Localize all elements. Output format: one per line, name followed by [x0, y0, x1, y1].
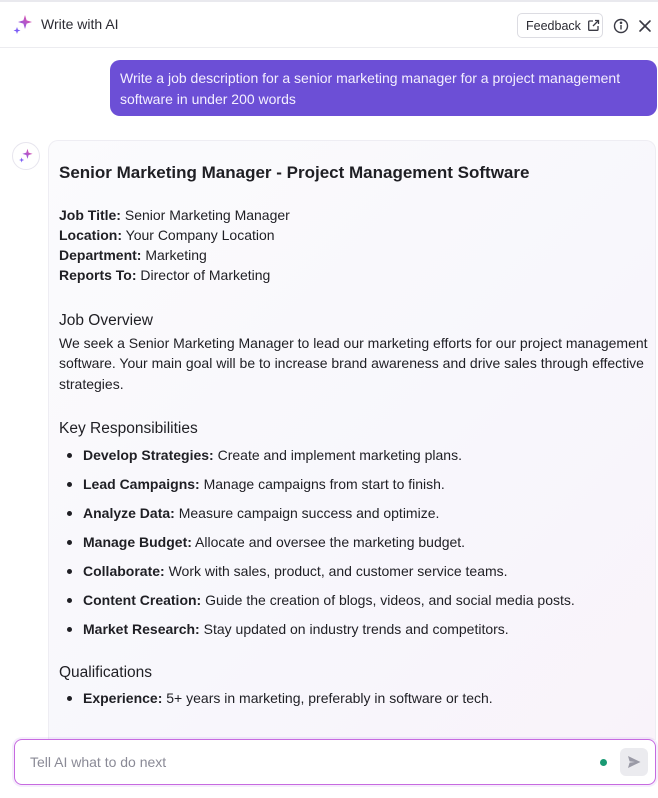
ai-avatar — [12, 142, 40, 170]
meta-job-title — [59, 205, 649, 225]
response-heading: Senior Marketing Manager - Project Management Software — [59, 163, 530, 182]
meta-value: Marketing — [145, 247, 207, 263]
meta-department — [59, 245, 649, 265]
ai-response-content — [59, 162, 649, 717]
sparkle-logo-icon — [12, 14, 34, 36]
section-title-key-responsibilities: Key Responsibilities — [59, 419, 198, 437]
item-label: Manage Budget: — [83, 533, 192, 550]
list-item — [59, 445, 649, 465]
item-text: 5+ years in marketing, preferably in software or tech. — [166, 689, 493, 706]
item-text: Measure campaign success and optimize. — [178, 504, 440, 521]
sparkle-icon — [18, 148, 34, 164]
meta-reports-to — [59, 265, 649, 285]
item-label: Experience: — [83, 689, 163, 706]
panel-header — [0, 2, 658, 48]
item-text: Allocate and oversee the marketing budget. — [195, 533, 466, 550]
job-overview-text: We seek a Senior Marketing Manager to lead our marketing efforts for our project management software. Your main goal will be to increase brand awareness and drive sales through effective strategies. — [59, 335, 648, 392]
list-item — [59, 532, 649, 552]
external-link-icon — [587, 19, 600, 32]
item-label: Analyze Data: — [83, 504, 175, 521]
user-message-bubble: Write a job description for a senior marketing manager for a project management software in under 200 words — [110, 60, 657, 116]
feedback-label: Feedback — [526, 18, 581, 33]
list-item — [59, 590, 649, 610]
close-icon[interactable] — [638, 19, 652, 33]
feedback-button[interactable] — [517, 13, 603, 38]
list-item — [59, 474, 649, 494]
info-icon[interactable] — [613, 18, 629, 34]
list-item — [59, 688, 649, 708]
status-dot — [600, 759, 607, 766]
prompt-input[interactable] — [30, 752, 590, 772]
responsibilities-list — [59, 445, 649, 639]
meta-label: Department: — [59, 247, 142, 263]
item-text: Work with sales, product, and customer service teams. — [168, 562, 508, 579]
list-item — [59, 619, 649, 639]
meta-label: Job Title: — [59, 207, 121, 223]
meta-value: Senior Marketing Manager — [124, 207, 290, 223]
item-label: Market Research: — [83, 620, 200, 637]
item-text: Create and implement marketing plans. — [217, 446, 462, 463]
meta-label: Location: — [59, 227, 122, 243]
qualifications-list — [59, 688, 649, 708]
panel-title: Write with AI — [41, 16, 119, 32]
list-item — [59, 561, 649, 581]
job-meta — [59, 205, 649, 285]
send-button[interactable] — [620, 748, 648, 776]
meta-label: Reports To: — [59, 267, 137, 283]
list-item — [59, 503, 649, 523]
section-title-qualifications: Qualifications — [59, 663, 153, 681]
ai-response-card — [48, 140, 656, 740]
item-text: Stay updated on industry trends and competitors. — [203, 620, 509, 637]
item-label: Lead Campaigns: — [83, 475, 200, 492]
meta-value: Director of Marketing — [140, 267, 271, 283]
item-label: Content Creation: — [83, 591, 202, 608]
item-text: Guide the creation of blogs, videos, and social media posts. — [205, 591, 575, 608]
item-label: Develop Strategies: — [83, 446, 214, 463]
send-icon — [626, 754, 642, 770]
meta-location — [59, 225, 649, 245]
section-title-job-overview: Job Overview — [59, 312, 153, 329]
item-label: Collaborate: — [83, 562, 165, 579]
item-text: Manage campaigns from start to finish. — [203, 475, 445, 492]
meta-value: Your Company Location — [125, 227, 275, 243]
composer — [14, 739, 656, 785]
